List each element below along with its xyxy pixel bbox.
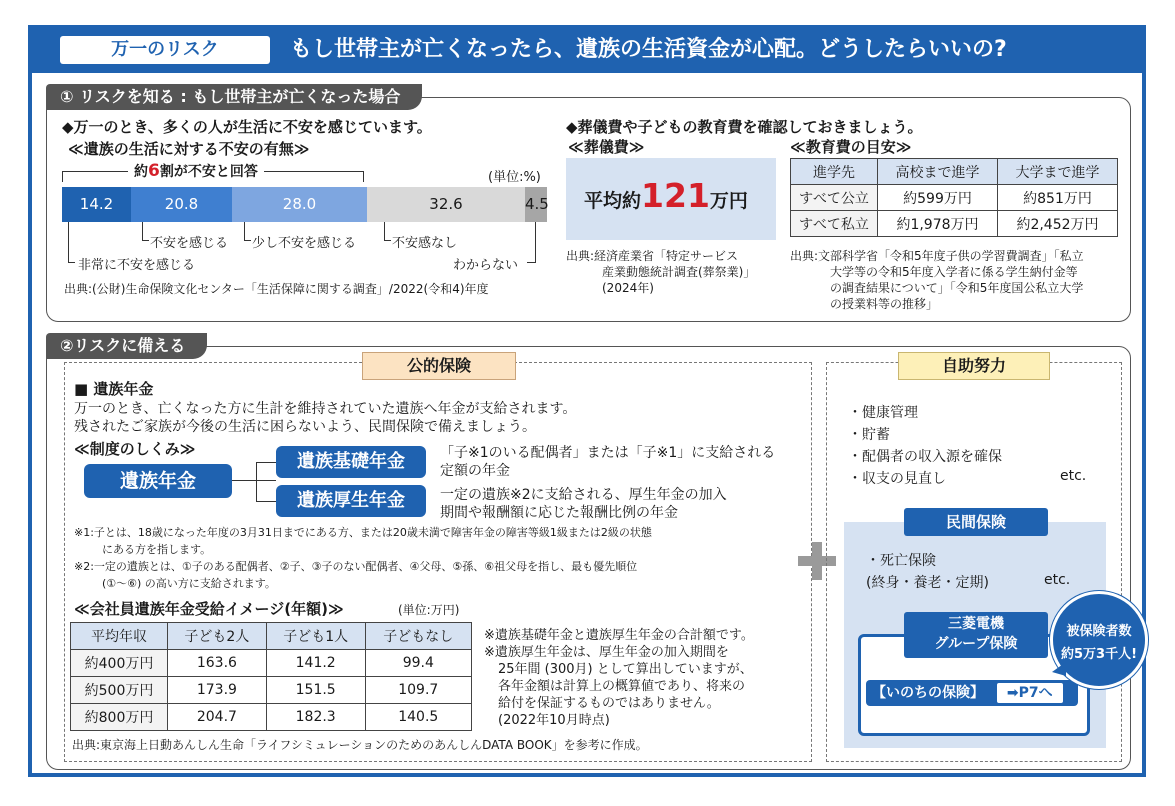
leader-anxious bbox=[142, 222, 149, 241]
rec-r1c1: 173.9 bbox=[168, 677, 267, 704]
rec-r2c0: 約800万円 bbox=[71, 704, 168, 731]
page-title: もし世帯主が亡くなったら、遺族の生活資金が心配。どうしたらいいの? bbox=[290, 37, 1007, 62]
rec-r2c2: 182.3 bbox=[266, 704, 365, 731]
edu-table-header bbox=[791, 159, 1118, 185]
self-etc: etc. bbox=[1060, 468, 1087, 484]
bracket-label-post: 割が不安と回答 bbox=[159, 164, 258, 180]
bar-value-label: 28.0 bbox=[282, 195, 317, 213]
bracket-label bbox=[128, 161, 264, 181]
edu-header-univ: 大学まで進学 bbox=[998, 159, 1118, 185]
rec-r0c0: 約400万円 bbox=[71, 650, 168, 677]
private-insurance-tag: 民間保険 bbox=[904, 508, 1048, 536]
image-unit: (単位:万円) bbox=[398, 603, 460, 617]
basic-desc-1: 「子※1のいる配偶者」または「子※1」に支給される bbox=[440, 445, 776, 461]
edu-title: ≪教育費の目安≫ bbox=[790, 138, 912, 156]
funeral-num: 121 bbox=[641, 176, 710, 215]
bar-segment-5 bbox=[525, 187, 547, 222]
public-insurance-tag: 公的保険 bbox=[362, 352, 516, 380]
table-row bbox=[791, 185, 1118, 211]
funeral-post: 万円 bbox=[709, 190, 748, 212]
edu-source-4: の授業料等の推移」 bbox=[830, 297, 939, 311]
bar-segment-1 bbox=[62, 187, 131, 222]
bubble-pointer bbox=[1052, 662, 1066, 676]
bar-value-label: 32.6 bbox=[429, 195, 463, 213]
self-item-3: ・配偶者の収入源を確保 bbox=[848, 449, 1002, 465]
system-title: ≪制度のしくみ≫ bbox=[74, 440, 196, 458]
leader-very bbox=[68, 222, 75, 263]
rec-r1c2: 151.5 bbox=[266, 677, 365, 704]
right-heading: ◆葬儀費や子どもの教育費を確認しておきましょう。 bbox=[566, 118, 923, 136]
funeral-source-2: 産業動態統計調査(葬祭業)」 bbox=[602, 265, 756, 279]
rec-r2c1: 204.7 bbox=[168, 704, 267, 731]
leader-not bbox=[384, 222, 391, 241]
funeral-source-1: 出典:経済産業省「特定サービス bbox=[566, 249, 739, 263]
table-row bbox=[71, 650, 472, 677]
chart-source: 出典:(公財)生命保険文化センター「生活保障に関する調査」/2022(令和4)年度 bbox=[64, 282, 489, 296]
edu-row0-hs: 約599万円 bbox=[878, 185, 998, 211]
survivors-pension-box: 遺族年金 bbox=[84, 464, 232, 498]
life-insurance-label: 【いのちの保険】 bbox=[872, 685, 984, 701]
leader-unknown bbox=[527, 222, 536, 263]
rec-r1c0: 約500万円 bbox=[71, 677, 168, 704]
mitsubishi-line-1: 三菱電機 bbox=[948, 616, 1004, 632]
self-item-2: ・貯蓄 bbox=[848, 427, 890, 443]
pension-heading: ■ 遺族年金 bbox=[74, 380, 154, 398]
edu-row1-dest: すべて私立 bbox=[791, 211, 878, 237]
pension-connector-branch bbox=[256, 462, 277, 502]
private-item-2: (終身・養老・定期) bbox=[866, 575, 989, 591]
private-etc: etc. bbox=[1044, 572, 1071, 588]
bar-value-label: 14.2 bbox=[79, 195, 114, 213]
funeral-source-3: (2024年) bbox=[602, 281, 654, 295]
pension-text-2: 残されたご家族が今後の生活に困らないよう、民間保険で備えましょう。 bbox=[74, 419, 536, 435]
rec-header-income: 平均年収 bbox=[71, 623, 168, 650]
life-insurance-link[interactable] bbox=[866, 680, 1078, 706]
table-row bbox=[791, 211, 1118, 237]
bubble-line-1: 被保険者数 bbox=[1066, 624, 1132, 639]
rec-note-4: 各年金額は計算上の概算値であり、将来の bbox=[498, 679, 746, 694]
label-unknown: わからない bbox=[453, 258, 519, 273]
rec-source: 出典:東京海上日動あんしん生命「ライフシミュレーションのためのあんしんDATA BOOK」を参考に作成。 bbox=[72, 738, 648, 752]
note1-2: にある方を指します。 bbox=[102, 543, 212, 556]
note1-1: ※1:子とは、18歳になった年度の3月31日までにある方、または20歳未満で障害年金の障害等級1級または2級の状態 bbox=[74, 526, 652, 539]
rec-note-1: ※遺族基礎年金と遺族厚生年金の合計額です。 bbox=[484, 628, 754, 643]
table-row bbox=[71, 677, 472, 704]
left-heading: ◆万一のとき、多くの人が生活に不安を感じています。 bbox=[62, 118, 432, 136]
rec-r0c1: 163.6 bbox=[168, 650, 267, 677]
edu-row1-hs: 約1,978万円 bbox=[878, 211, 998, 237]
label-somewhat: 少し不安を感じる bbox=[252, 236, 357, 251]
rec-r0c3: 99.4 bbox=[365, 650, 471, 677]
rec-r2c3: 140.5 bbox=[365, 704, 471, 731]
edu-source-3: の調査結果について」「令和5年度国公私立大学 bbox=[830, 281, 1084, 295]
edu-header-dest: 進学先 bbox=[791, 159, 878, 185]
label-not-anxious: 不安感なし bbox=[392, 236, 458, 251]
mitsubishi-group-insurance bbox=[904, 612, 1048, 658]
employee-pension-box: 遺族厚生年金 bbox=[276, 485, 426, 517]
rec-header-nokid: 子どもなし bbox=[365, 623, 471, 650]
bubble-line-2: 約5万3千人! bbox=[1060, 647, 1138, 662]
rec-note-2: ※遺族厚生年金は、厚生年金の加入期間を bbox=[484, 645, 729, 660]
bar-segment-3 bbox=[232, 187, 367, 222]
edu-row0-dest: すべて公立 bbox=[791, 185, 878, 211]
mitsubishi-line-2: グループ保険 bbox=[934, 636, 1018, 652]
chart-unit: (単位:%) bbox=[488, 170, 541, 185]
note2-2: (①〜⑥) の高い方に支給されます。 bbox=[102, 577, 276, 590]
bar-value-label: 4.5 bbox=[525, 195, 549, 213]
label-very-anxious: 非常に不安を感じる bbox=[78, 258, 196, 273]
table-row bbox=[71, 704, 472, 731]
rec-note-3: 25年間 (300月) として算出していますが、 bbox=[498, 662, 753, 677]
rec-note-5: 給付を保証するものではありません。 bbox=[498, 696, 720, 711]
bar-value-label: 20.8 bbox=[164, 195, 199, 213]
rec-r1c3: 109.7 bbox=[365, 677, 471, 704]
edu-row1-univ: 約2,452万円 bbox=[998, 211, 1118, 237]
employee-desc-1: 一定の遺族※2に支給される、厚生年金の加入 bbox=[440, 487, 727, 503]
section1-tab: ① リスクを知る : もし世帯主が亡くなった場合 bbox=[46, 84, 422, 110]
funeral-pre: 平均約 bbox=[584, 190, 642, 212]
edu-header-hs: 高校まで進学 bbox=[878, 159, 998, 185]
edu-source-2: 大学等の令和5年度入学者に係る学生納付金等 bbox=[830, 265, 1078, 279]
rec-header-1kid: 子ども1人 bbox=[266, 623, 365, 650]
funeral-amount bbox=[584, 176, 748, 221]
basic-desc-2: 定額の年金 bbox=[440, 463, 510, 479]
self-item-4: ・収支の見直し bbox=[848, 471, 946, 487]
private-item-1: ・死亡保険 bbox=[866, 553, 936, 569]
bracket-label-num: 6 bbox=[148, 161, 160, 181]
pension-table bbox=[70, 622, 472, 731]
bar-segment-4 bbox=[367, 187, 525, 222]
label-anxious: 不安を感じる bbox=[150, 236, 229, 251]
rec-header-2kids: 子ども2人 bbox=[168, 623, 267, 650]
rec-note-6: (2022年10月時点) bbox=[498, 713, 610, 728]
note2-1: ※2:一定の遺族とは、①子のある配偶者、②子、③子のない配偶者、④父母、⑤孫、⑥祖父母を指し、最も優先順位 bbox=[74, 560, 638, 573]
chart-title: ≪遺族の生活に対する不安の有無≫ bbox=[68, 140, 310, 158]
edu-row0-univ: 約851万円 bbox=[998, 185, 1118, 211]
pension-text-1: 万一のとき、亡くなった方に生計を維持されていた遺族へ年金が支給されます。 bbox=[74, 401, 577, 417]
edu-source-1: 出典:文部科学省「令和5年度子供の学習費調査」「私立 bbox=[790, 249, 1084, 263]
section2-tab: ②リスクに備える bbox=[46, 333, 207, 359]
self-help-tag: 自助努力 bbox=[898, 352, 1050, 380]
pension-table-header bbox=[71, 623, 472, 650]
page-link-button[interactable]: ➡P7へ bbox=[997, 683, 1063, 703]
self-item-1: ・健康管理 bbox=[848, 405, 918, 421]
funeral-title: ≪葬儀費≫ bbox=[568, 138, 645, 156]
edu-table bbox=[790, 158, 1118, 237]
basic-pension-box: 遺族基礎年金 bbox=[276, 446, 426, 478]
bar-segment-2 bbox=[131, 187, 232, 222]
employee-desc-2: 期間や報酬額に応じた報酬比例の年金 bbox=[440, 505, 678, 521]
image-title: ≪会社員遺族年金受給イメージ(年額)≫ bbox=[74, 600, 344, 618]
bracket-label-pre: 約 bbox=[134, 164, 148, 180]
rec-r0c2: 141.2 bbox=[266, 650, 365, 677]
leader-somewhat bbox=[244, 222, 251, 241]
header-tag: 万一のリスク bbox=[60, 36, 270, 64]
